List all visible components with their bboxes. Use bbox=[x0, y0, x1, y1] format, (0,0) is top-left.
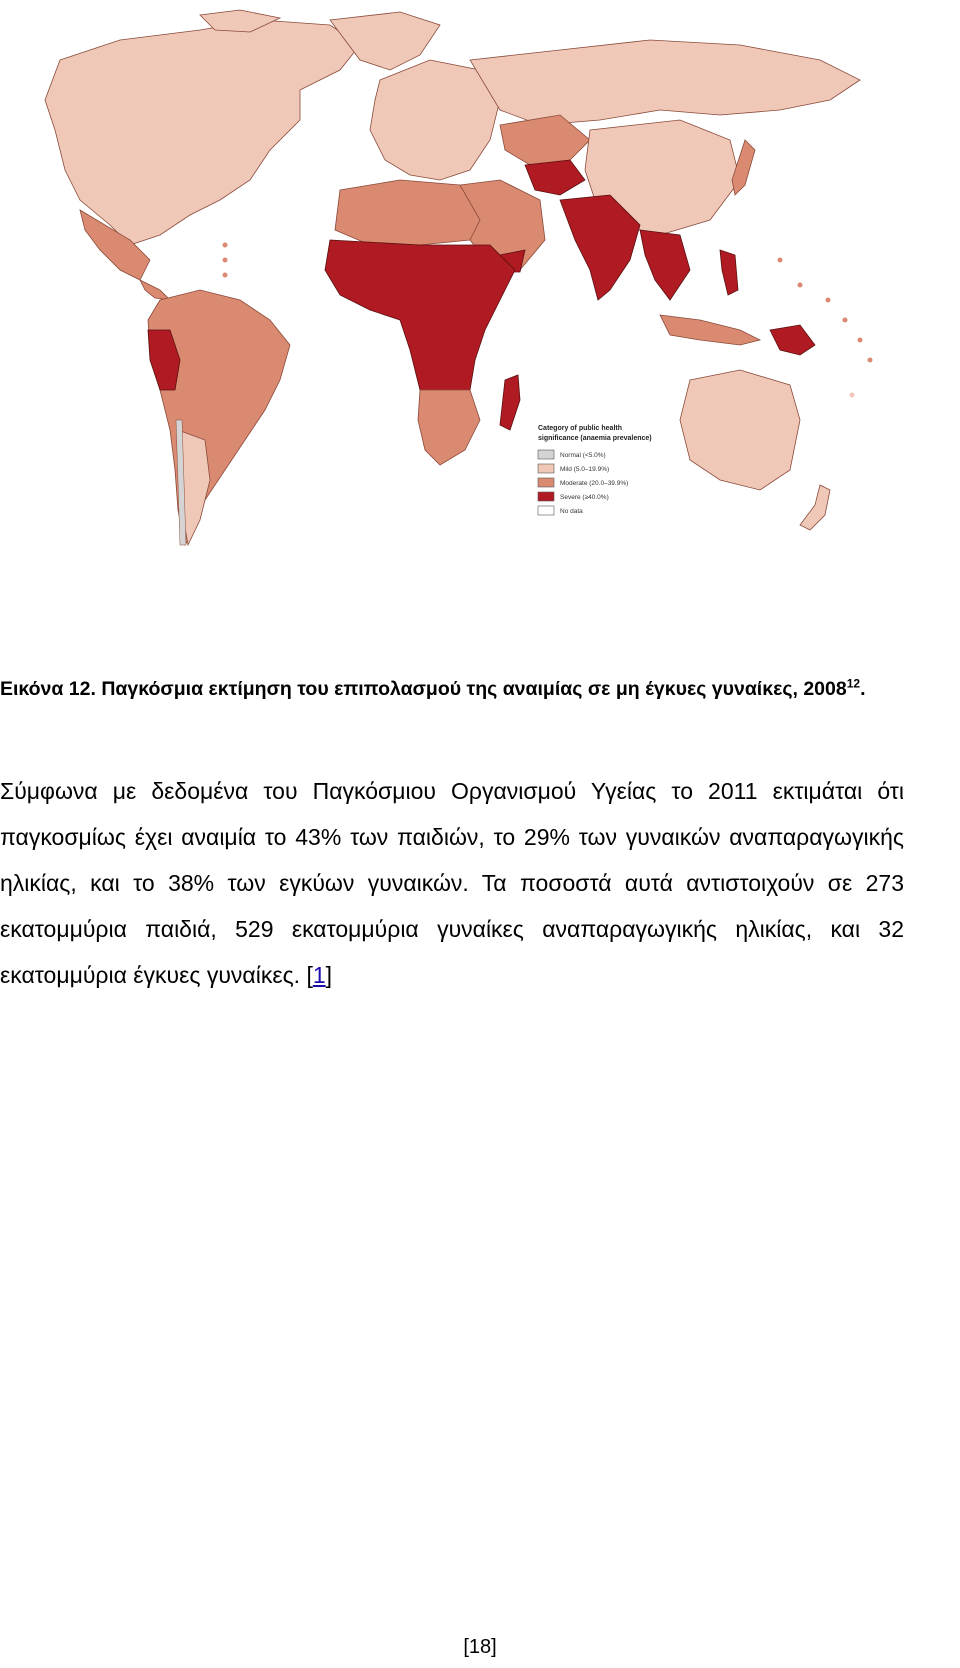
region-north-africa bbox=[335, 180, 480, 245]
reference-link[interactable]: 1 bbox=[312, 962, 326, 988]
legend-title-line1: Category of public health bbox=[538, 425, 623, 432]
region-central-america bbox=[140, 280, 170, 300]
region-north-america bbox=[45, 20, 360, 245]
region-south-america bbox=[148, 290, 290, 545]
region-madagascar bbox=[500, 375, 520, 430]
region-russia bbox=[470, 40, 860, 125]
legend-swatch-normal bbox=[538, 450, 554, 459]
legend-label-mild: Mild (5.0–19.9%) bbox=[560, 466, 610, 473]
caption-text: Εικόνα 12. Παγκόσμια εκτίμηση του επιπολασμού της αναιμίας σε μη έγκυες γυναίκες, 2008 bbox=[0, 678, 847, 700]
region-papua bbox=[770, 325, 815, 355]
region-new-zealand bbox=[800, 485, 830, 530]
paragraph-text: Σύμφωνα με δεδομένα του Παγκόσμιου Οργανισμού Υγείας το 2011 εκτιμάται ότι παγκοσμίως έχει αναιμία το 43% των παιδιών, το 29% των γυναικών αναπαραγωγικής ηλικίας, και το 38% των εγκύων γυναικών. Τα ποσοστά αυτά αντιστοιχούν σε 273 εκατομμύρια παιδιά, 529 εκατομμύρια γυναίκες αναπαραγωγικής ηλικίας, και 32 εκατομμύρια έγκυες γυναίκες. bbox=[0, 778, 904, 988]
reference-close-bracket: ] bbox=[325, 962, 333, 988]
map-legend bbox=[538, 425, 652, 515]
region-central-asia-severe bbox=[525, 160, 585, 195]
legend-label-moderate: Moderate (20.0–39.9%) bbox=[560, 480, 629, 487]
region-philippines bbox=[720, 250, 738, 295]
figure-caption bbox=[0, 670, 912, 708]
world-anaemia-map bbox=[0, 0, 906, 585]
reference-open-bracket: [ bbox=[306, 962, 313, 988]
legend-label-normal: Normal (<5.0%) bbox=[560, 452, 606, 459]
legend-title-line2: significance (anaemia prevalence) bbox=[538, 435, 652, 442]
page-number: [18] bbox=[463, 1636, 497, 1658]
legend-swatch-severe bbox=[538, 492, 554, 501]
legend-label-severe: Severe (≥40.0%) bbox=[560, 494, 609, 501]
region-indonesia bbox=[660, 315, 760, 345]
caption-period: . bbox=[860, 678, 866, 700]
legend-swatch-no-data bbox=[538, 506, 554, 515]
legend-swatch-mild bbox=[538, 464, 554, 473]
caption-footnote-marker: 12 bbox=[846, 676, 861, 691]
legend-label-no-data: No data bbox=[560, 508, 583, 515]
region-southern-africa bbox=[418, 390, 480, 465]
region-australia bbox=[680, 370, 800, 490]
body-paragraph bbox=[0, 768, 904, 998]
region-southeast-asia bbox=[640, 230, 690, 300]
region-kazakhstan bbox=[500, 115, 590, 165]
legend-swatch-moderate bbox=[538, 478, 554, 487]
